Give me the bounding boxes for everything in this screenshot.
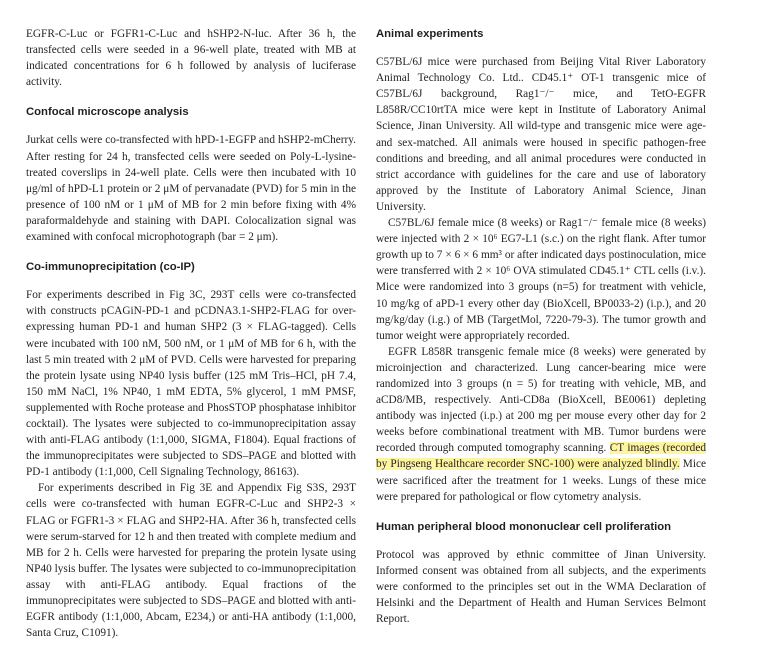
luciferase-paragraph-continued: EGFR-C-Luc or FGFR1-C-Luc and hSHP2-N-luc. After 36 h, the transfected cells were seeded in a 96-well plate, treated with MB at indicated concentrations for 6 h followed by analysis of luciferase activity.: [26, 28, 356, 89]
animal-paragraph-3-text: EGFR L858R transgenic female mice (8 weeks) were generated by microinjection and characterized. Lung cancer-bearing mice were randomized into 3 groups (n = 5) for treating with vehicle, MB, and aCD8/MB, respectively. Anti-CD8a (BioXcell, BE0061) depleting antibody was injected (i.p.) at 200 mg per mouse every other day for 2 weeks before combinational treatment with MB. Tumor burdens were recorded through computed tomography scanning.: [376, 345, 706, 455]
animal-experiments-heading: Animal experiments: [376, 28, 484, 40]
left-column: [26, 26, 356, 641]
highlighted-text[interactable]: CT images (recorded by Pingseng Healthcare recorder SNC-100) were analyzed blindly.: [376, 442, 706, 471]
coip-heading: Co-immunoprecipitation (co-IP): [26, 261, 195, 274]
animal-paragraph-2: C57BL/6J female mice (8 weeks) or Rag1⁻/⁻ female mice (8 weeks) were injected with 2 × 10⁶ EG7-L1 (s.c.) on the right flank. After tumor growth up to 7 × 6 × 6 mm³ or after indicated days postinoculation, mice were transferred with 2 × 10⁶ OVA stimulated CD45.1⁺ CTL cells (i.v.). Mice were randomized into 3 groups (n=5) for treatment with vehicle, 10 mg/kg of aPD-1 every other day (BioXcell, BP0033-2) (i.p.), and 20 mg/kg/day (i.g.) of MB (TargetMol, 7220-79-3). The tumor growth and tumor weight were appropriately recorded.: [376, 217, 706, 342]
confocal-heading: Confocal microscope analysis: [26, 106, 189, 119]
pbmc-paragraph: Protocol was approved by ethnic committee of Jinan University. Informed consent was obtained from all subjects, and the experiments were conformed to the principles set out in the WMA Declaration of Helsinki and the Department of Health and Human Services Belmont Report.: [376, 548, 706, 626]
animal-paragraph-3-tail: Mice were sacrificed after the treatment for 1 weeks. Lungs of these mice were prepared for pathological or flow cytometry analysis.: [376, 458, 706, 503]
animal-paragraph-1: C57BL/6J mice were purchased from Beijing Vital River Laboratory Animal Technology Co. Ltd.. CD45.1⁺ OT-1 transgenic mice of C57BL/6J background, Rag1⁻/⁻ mice, and TetO-EGFR L858R/CC10rtTA mice were kept in Institute of Laboratory Animal Science, Jinan University. All wild-type and transgenic mice were age- and sex-matched. All animals were housed in specific pathogen-free conditions and breeding, and all animal procedures were conducted in strict accordance with guidelines for the care and use of laboratory approved by the Institute of Laboratory Animal Science, Jinan University.: [376, 56, 706, 213]
pbmc-heading: Human peripheral blood mononuclear cell proliferation: [376, 520, 672, 533]
coip-paragraph-2: For experiments described in Fig 3E and Appendix Fig S3S, 293T cells were co-transfected with human EGFR-C-Luc and SHP2-3 × FLAG or FGFR1-3 × FLAG and SHP2-HA. After 36 h, transfected cells were serum-starved for 12 h and then treated with complete medium and MB for 2 h. Cells were harvested for preparing the protein lysate using NP40 lysis buffer. The lysates were subjected to co-immunoprecipitation assay with anti-FLAG antibody. Equal fractions of the immunoprecipitates were subjected to SDS–PAGE and blotted with anti-EGFR antibody (1:1,000, Abcam, E234,) or anti-HA antibody (1:1,000, Santa Cruz, C1091).: [26, 482, 356, 640]
animal-paragraph-3: [376, 344, 706, 505]
confocal-paragraph: Jurkat cells were co-transfected with hPD-1-EGFP and hSHP2-mCherry. After resting for 24 h, transfected cells were seeded on Poly-L-lysine-treated coverslips in 24-well plate. Cells were then incubated with 10 μg/ml of hPD-L1 protein or 2 μM of pervanadate (PVD) for 5 min in the presence of 100 nM or 1 μM of MB for 2 min before fixing with 4% paraformaldehyde and staining with DAPI. Colocalization signal was examined with confocal microphotograph (bar = 2 μm).: [26, 134, 356, 244]
right-column: [376, 26, 706, 627]
coip-paragraph-1: For experiments described in Fig 3C, 293T cells were co-transfected with constructs pCAGiN-PD-1 and pCDNA3.1-SHP2-FLAG for over-expressing human PD-1 and human SHP2 (3 × FLAG-tagged). Cells were incubated with 100 nM, 500 nM, or 1 μM of MB for 6 h, with the last 5 min treated with 2 μM of PVD. Cells were harvested for preparing the protein lysate using NP40 lysis buffer (125 mM Tris–HCl, pH 7.4, 150 mM NaCl, 1% NP40, 1 mM EDTA, 5% glycerol, 1 mM PMSF, supplemented with Roche protease and PhosSTOP phosphatase inhibitor cocktail). The lysates were subjected to co-immunoprecipitation assay with anti-FLAG antibody (1:1,000, SIGMA, F1804). Equal fractions of the immunoprecipitates were subjected to SDS–PAGE and blotted with PD-1 antibody (1:1,000, Cell Signaling Technology, 86163).: [26, 289, 356, 479]
